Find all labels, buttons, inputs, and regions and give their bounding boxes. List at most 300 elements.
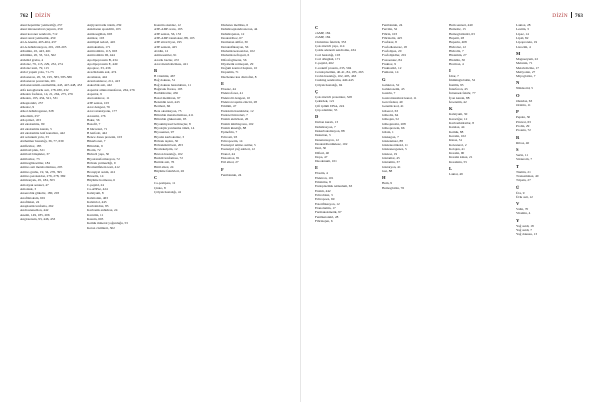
- index-entry: Esterifikasyon, 12: [315, 201, 340, 206]
- index-entry: İnsülin, 93: [449, 82, 464, 87]
- index-entry: Duodenum, 101: [315, 159, 337, 164]
- index-entry: Karaciğer, 12: [449, 116, 468, 121]
- index-entry: Kalsiyum, 30: [449, 112, 468, 117]
- index-letter-heading: Y: [516, 217, 520, 223]
- index-letter-heading: E: [221, 81, 225, 87]
- index-entry: Glikoliz, 64: [382, 112, 399, 117]
- index-entry: Amoniak, 3: [20, 186, 37, 191]
- index-entry: Diabetik ketoasidoz, 102: [221, 48, 255, 53]
- index-entry: Kalsitriol, 445: [87, 199, 107, 204]
- index-entry: Denaturasyon, 12: [315, 137, 339, 142]
- index-entry: Riboz, 40: [516, 140, 530, 145]
- right-page: [300, 0, 600, 402]
- index-entry: Aromataz, 442: [87, 74, 108, 79]
- index-entry: Glikojen, 52: [382, 117, 399, 122]
- index-entry: Karbohidrat, 83: [87, 204, 109, 209]
- index-entry: Fruktoz, 9: [382, 61, 396, 66]
- index-entry: Ceruloplazmin, 40-41, 84, 185, 263: [315, 69, 364, 74]
- index-entry: Gastrin, 7: [382, 91, 396, 96]
- index-entry: Antilipid tedavi, 445: [87, 40, 116, 45]
- index-entry: Endotel hücreleri, 7: [221, 112, 248, 117]
- index-entry: Dehidrojenaz, 12: [221, 31, 245, 36]
- index-entry: Hidroliz, 7: [449, 48, 464, 53]
- index-entry: Prolin, 29: [516, 124, 530, 128]
- left-page-header: [20, 12, 51, 19]
- index-entry: Histidin, 30: [449, 57, 466, 62]
- right-index-column-2: [382, 23, 444, 190]
- index-entry: Alt ekstremite kanalı, 5: [20, 126, 52, 131]
- index-entry: Fibrinojen, 6: [315, 218, 333, 223]
- index-entry: Dekstran, 3: [315, 133, 331, 138]
- index-entry: Kolajen, 41: [449, 146, 465, 151]
- index-entry: Cushing sendromu, 440-445: [315, 78, 354, 83]
- index-entry: Hormon, 4: [449, 61, 464, 66]
- index-entry: Kinaz, 31: [449, 138, 463, 143]
- index-letter-heading: N: [516, 80, 520, 86]
- index-entry: C-reaktif protein, 233, 594: [315, 65, 352, 70]
- index-entry: Anafilaksi, 24: [20, 199, 40, 204]
- index-entry: Bütil alkol, 24: [154, 164, 174, 169]
- index-entry: Elektron taşıma zinciri, 28: [221, 100, 257, 104]
- index-letter-heading: L: [449, 166, 453, 172]
- index-entry: Nükleotid, 5: [516, 86, 533, 91]
- index-entry: Glikojenoliz, 208: [382, 121, 406, 126]
- index-entry: Alkalen, 195, 434, 521, 531: [20, 96, 58, 101]
- index-entry: Difteri, 40: [315, 150, 330, 155]
- index-entry: İnterferon, 45: [449, 87, 468, 92]
- index-entry: Böbrek taşları, 30: [154, 138, 179, 143]
- index-entry: Crohn hastalığı, 102, 405, 463: [315, 74, 357, 79]
- index-entry: ATP-ADP translokaz, 88, 103: [154, 35, 195, 40]
- index-entry: Böbreküstü bezi, 203: [154, 143, 183, 148]
- index-entry: Aldolaz testi, 79, 115: [20, 66, 49, 71]
- index-entry: Esansiyel yağ asitleri, 12: [221, 147, 255, 152]
- index-entry: Lipoprotein, 19: [516, 40, 538, 45]
- index-entry: Akut renal yetmezlik, 459: [20, 35, 56, 40]
- index-letter-heading: Ç: [315, 89, 319, 95]
- index-entry: Anaplastik lenfoma, 262: [20, 204, 54, 209]
- index-entry: Ürik asit, 12: [516, 194, 533, 199]
- index-entry: Esansiyel amino asitler, 5: [221, 143, 256, 148]
- index-entry: Fosfodiesteraz, 18: [382, 44, 407, 49]
- index-letter-heading: D: [315, 114, 319, 120]
- index-entry: Elektron, 101: [315, 175, 334, 180]
- index-letter-heading: G: [382, 76, 386, 82]
- index-entry: ATP sentaz, 103: [87, 100, 110, 105]
- index-entry: Dalton kuralı, 13: [315, 120, 339, 125]
- index-entry: Glutamat, 45: [382, 156, 400, 161]
- index-entry: Karbonhidratlar, 8: [449, 120, 474, 125]
- index-entry: Aldol yapım yolu, 71-73: [20, 70, 54, 75]
- index-entry: Hidrolaz, 12: [449, 44, 466, 49]
- index-entry: Christmas faktörü, 353: [315, 39, 347, 44]
- index-entry: İmmünglobulin, 52: [449, 78, 476, 83]
- left-page-number: 762: [20, 13, 29, 19]
- index-entry: Lizozim, 4: [516, 44, 531, 49]
- index-entry: Emilim, 47: [221, 104, 237, 109]
- index-entry: Dermatan sülfat, 30: [221, 40, 248, 45]
- index-entry: Laktoz, 28: [516, 23, 531, 27]
- index-entry: Fenilalanin, 24: [382, 23, 403, 27]
- left-index-column-1: [20, 23, 82, 221]
- index-entry: ATP sentaz, 56, 153: [154, 31, 182, 36]
- index-letter-heading: O: [516, 92, 520, 98]
- index-entry: İzoenzim, 42: [449, 100, 467, 104]
- index-entry: Hemoglobinüri, 63: [449, 31, 475, 36]
- left-index-column-4: [221, 23, 283, 177]
- index-entry: Apolipoprotein B, 434: [87, 57, 118, 62]
- index-entry: Glukokinaz, 88: [382, 138, 403, 143]
- index-letter-heading: S: [516, 146, 519, 152]
- index-entry: Üre, 9: [516, 190, 525, 195]
- index-entry: Eritropoetin, 14: [221, 138, 243, 143]
- index-entry: Alzheimer hastalığı, 36, 77, 639: [20, 139, 64, 144]
- index-entry: Metiyonin, 27: [516, 69, 536, 74]
- index-entry: Akut hepatitler yetmezliği, 257: [20, 23, 63, 27]
- index-letter-heading: C: [315, 25, 319, 30]
- index-entry: ATP-ADP oranı, 195: [154, 27, 183, 32]
- index-letter-heading: Ü: [516, 184, 520, 190]
- index-letter-heading: C: [154, 175, 158, 181]
- index-entry: Alt solunum yolu, 33: [20, 135, 49, 140]
- index-entry: Glutamin, 37: [382, 160, 400, 165]
- index-entry: Deoksiriboz, 67: [221, 35, 243, 40]
- index-entry: Amiloid bileşikler, 37: [20, 152, 50, 157]
- index-entry: Dekarboksilasyon, 88: [315, 128, 345, 133]
- index-entry: Metabolizma, 17: [516, 65, 539, 70]
- index-entry: Etanolamin, 17: [315, 205, 336, 210]
- index-entry: C-peptid, 24: [87, 182, 104, 187]
- index-entry: İntrensek faktör, 77: [449, 91, 476, 96]
- index-entry: Karbonik anhidraz, 24: [87, 208, 118, 213]
- index-entry: Bağ dokusu, 51: [154, 78, 176, 83]
- index-entry: Difosfogliserat, 56: [221, 57, 247, 62]
- index-entry: C-peptid, 462: [315, 61, 334, 66]
- index-entry: Elektroforez, 41: [221, 91, 244, 96]
- index-entry: Antikoagülan, 603: [87, 31, 113, 36]
- index-letter-heading: B: [154, 68, 158, 74]
- index-entry: Biyotransformasyon, 72: [87, 156, 120, 161]
- index-entry: Glukokortikoid, 11: [382, 143, 408, 148]
- index-entry: Çok zincirli proteinler, 328: [315, 95, 352, 100]
- index-entry: Enzim inhibisyonu, 102: [221, 121, 254, 126]
- index-letter-heading: E: [315, 165, 319, 171]
- index-entry: Antikor, 103: [87, 35, 105, 40]
- index-entry: Eritroblast, 3: [315, 193, 333, 197]
- index-entry: Kreatin kinaz, 21: [449, 155, 473, 160]
- index-entry: Deoksiribonükleaz, 102: [315, 141, 348, 146]
- index-entry: Ateroskleroz, 11: [87, 96, 110, 101]
- index-entry: Alkol dehidrogenaz, 328: [20, 109, 54, 114]
- index-entry: Amfizidoz, 185: [20, 143, 42, 148]
- index-entry: Büyüme hormonu, 6: [87, 178, 115, 183]
- index-entry: Cori döngüsü, 171: [315, 56, 341, 61]
- index-entry: İdrar, 7: [449, 74, 459, 79]
- index-entry: Laktat, 49: [449, 172, 463, 177]
- index-entry: Aspartat aminotransferaz, 264, 276: [87, 87, 135, 92]
- index-entry: Bilirubin glukuronit, 93: [154, 117, 187, 122]
- index-entry: Aminoglikozitler, 184: [20, 161, 50, 165]
- index-entry: Arterioskleroz, 211, 423: [87, 79, 121, 84]
- index-entry: Elastin, 4: [315, 171, 328, 176]
- index-entry: Çinko, 8: [154, 185, 166, 190]
- index-entry: Böbrek yetmezliği, 9: [87, 161, 116, 165]
- index-entry: Genetik kod, 41: [382, 104, 404, 109]
- index-entry: Amino peroksidaz, 276, 278, 369: [20, 173, 66, 178]
- index-entry: Amino grubu, 19, 34, 276, 395: [20, 169, 62, 174]
- index-entry: Hemoglobin, 76: [382, 185, 405, 190]
- index-entry: Fenilketonüri, 28: [315, 214, 339, 219]
- index-entry: Benzidin testi, 443: [154, 100, 180, 104]
- index-entry: Yağ dokusu, 13: [516, 232, 538, 237]
- index-entry: Ankilozan spondilit, 103: [87, 27, 121, 32]
- index-entry: Gut, 88: [382, 169, 393, 173]
- index-entry: Ekzositoz, 81: [221, 156, 240, 161]
- index-entry: Fruktozüri, 12: [382, 66, 402, 71]
- index-entry: Yağ asidi, 18: [516, 223, 534, 228]
- index-entry: Vitamin, 4: [516, 211, 531, 216]
- index-entry: Barbitüratlar, 456: [154, 91, 178, 96]
- index-entry: Bazofil, 7: [87, 122, 101, 127]
- index-entry: Diabetes mellitus, 6: [221, 23, 249, 27]
- index-entry: İyon kanalı, 88: [449, 95, 470, 100]
- index-entry: Serin, 11: [516, 152, 529, 157]
- index-entry: Ferritin, 52: [382, 27, 398, 32]
- index-entry: Gastrointestinal kanal, 11: [382, 95, 417, 100]
- index-entry: Heparin, 408: [449, 40, 467, 45]
- index-entry: Bruton hastalığı, 102: [154, 151, 183, 156]
- right-section-title: DİZİN: [552, 13, 568, 19]
- index-entry: Melanin, 71: [516, 61, 533, 66]
- index-entry: Bağ dokusu hastalıkları, 11: [154, 82, 191, 87]
- index-entry: Aldosteron postavlek, 201: [20, 79, 56, 84]
- index-entry: Dopa, 47: [315, 154, 328, 159]
- index-entry: ATP sentezi, 425: [154, 44, 177, 49]
- index-letter-heading: R: [516, 134, 520, 140]
- index-entry: Çok zincirli yapı, 114: [315, 43, 345, 48]
- index-entry: Hepatit, 28: [449, 35, 465, 40]
- index-letter-heading: F: [221, 166, 224, 172]
- index-entry: Dehidrasyon, 7: [315, 124, 336, 129]
- index-entry: Ca-pompası, 11: [154, 181, 176, 186]
- index-entry: Gen ifadesi, 40: [382, 100, 403, 104]
- index-entry: Akut intraserebral çarpıntı, 259: [20, 27, 63, 32]
- index-entry: Angiotensin, 93, 446, 453: [20, 217, 56, 222]
- index-entry: Kemik mineral yoğunluğu, 53: [87, 221, 128, 226]
- index-entry: Fotosentez, 84: [382, 57, 402, 62]
- index-entry: Miyoglobin, 7: [516, 74, 536, 79]
- index-entry: Dehidroepiandrosteron, 44: [221, 27, 258, 32]
- index-entry: Alkaloz, 9: [20, 104, 35, 109]
- index-entry: Hemoliz, 15: [449, 27, 466, 32]
- index-entry: Kemik, 88: [449, 129, 464, 134]
- index-entry: Çift iplikli DNA, 224: [315, 103, 345, 108]
- index-entry: Amiloid plak, 321: [20, 148, 45, 153]
- index-letter-heading: P: [516, 109, 519, 115]
- index-entry: Emzirme, 8: [315, 180, 331, 185]
- index-entry: Doğum kontrol hapları, 10: [221, 66, 258, 71]
- index-entry: Oksidaz, 63: [516, 98, 533, 103]
- index-entry: Bilirubin, 9: [87, 143, 103, 148]
- index-entry: Galaktozemi, 43: [382, 87, 405, 92]
- index-entry: Piruvat, 63: [516, 119, 531, 124]
- index-entry: Apolipoprotein E, 449: [87, 61, 118, 66]
- index-entry: Duchenne kas distrofisi, 8: [221, 74, 257, 79]
- index-entry: Lipaz, 14: [516, 31, 529, 36]
- index-entry: Enzim kinetiği, 88: [221, 125, 247, 130]
- index-letter-heading: I: [449, 68, 451, 74]
- index-entry: Glukoz, 19: [382, 151, 398, 156]
- index-entry: Anafilatoksin, 601: [20, 195, 46, 200]
- index-entry: cGMP, 184: [315, 35, 331, 40]
- index-entry: Albumin, 45, 443, 461: [20, 48, 51, 53]
- index-entry: Akut koroner sendrom, 712: [20, 31, 58, 36]
- index-entry: Kreatinin, 55: [449, 159, 467, 164]
- index-entry: Glukoneogenez, 5: [382, 147, 407, 152]
- left-section-title: DİZİN: [35, 13, 51, 19]
- index-entry: Detoksifikasyon, 56: [221, 44, 249, 49]
- index-entry: Keton cisimleri, 302: [87, 225, 115, 230]
- index-entry: Bronşiyal astım, 412: [87, 169, 116, 174]
- index-entry: Azot dengesi, 76: [87, 104, 110, 109]
- index-entry: Aldosteron, 20, 33, 195, 383, 585-586: [20, 74, 72, 79]
- index-entry: Çöp adamlar, 55: [315, 108, 338, 112]
- index-entry: Glisin, 1: [382, 130, 394, 135]
- index-entry: Azot retansiyonu, 177: [87, 109, 118, 114]
- index-entry: ALA dehidratasyon, 201, 203-205: [20, 44, 67, 49]
- index-entry: Fibrinoliz, 425: [382, 35, 403, 40]
- index-entry: Beriberi, 66: [154, 104, 171, 109]
- index-entry: Azotemi, 176: [87, 113, 106, 118]
- index-entry: Lipid, 82: [516, 35, 529, 40]
- index-entry: Anaerobik glikoliz, 180, 203: [20, 191, 60, 196]
- right-index-column-1: [315, 23, 377, 223]
- index-entry: Fosfataz, 8: [382, 40, 397, 45]
- index-entry: Bromsülfalein testi, 412: [87, 165, 120, 170]
- index-entry: Antitrombin, 115, 603: [87, 48, 118, 53]
- index-entry: Diabetik nefropati, 6: [221, 53, 250, 58]
- index-entry: Ornitin, 11: [516, 103, 531, 108]
- right-page-header: [552, 12, 583, 19]
- index-entry: Brusella, 14: [87, 173, 104, 178]
- right-index-column-3: [449, 23, 511, 176]
- index-entry: Glukagon, 7: [382, 134, 399, 139]
- index-entry: Diyabetik retinopati, 29: [221, 61, 254, 66]
- index-entry: B lenfosit, 442: [87, 130, 108, 135]
- index-entry: Elastaz, 44: [221, 87, 236, 92]
- index-letter-heading: M: [516, 50, 521, 56]
- index-entry: Aminoasitler, 91: [154, 53, 177, 58]
- index-entry: Glutatyon, 41: [382, 164, 401, 169]
- index-entry: Amiloidoz, 73: [20, 156, 40, 161]
- index-entry: Alt ekstremite lenf kanalları, 442: [20, 130, 65, 135]
- index-entry: Endokrin hastalıklar, 12: [221, 108, 254, 113]
- index-entry: Bilirubin metabolizması, 411: [154, 112, 194, 117]
- index-entry: Çölyak hastalığı, 94: [315, 82, 343, 87]
- index-entry: Androstenedion, 442: [20, 208, 49, 213]
- index-entry: ALA Anemi, 403-404, 437: [20, 40, 57, 45]
- index-entry: Fibrin, 103: [382, 31, 398, 36]
- index-entry: Aldehid grubu, 4: [20, 57, 44, 62]
- index-entry: Eritrosit, 93: [221, 134, 238, 139]
- index-entry: Ca-ATPaz, 424: [87, 186, 108, 191]
- index-entry: Biyokimyasal belirteçler, 8: [154, 121, 191, 126]
- index-letter-heading: V: [516, 201, 520, 207]
- index-entry: Elektrolit dengesi, 10: [221, 95, 251, 100]
- index-entry: Fumarat, 14: [382, 70, 399, 75]
- index-entry: Transaminaz, 40: [516, 173, 539, 178]
- index-entry: Hem sentezi, 440: [449, 23, 473, 27]
- index-entry: Aldolaz, 79, 115, 229, 232, 274: [20, 61, 63, 66]
- index-entry: Endoplazmik retikulum, 63: [315, 184, 353, 189]
- index-entry: Alkaptonüri, 257: [20, 100, 44, 105]
- index-entry: Dopamin, 71: [221, 70, 239, 75]
- index-entry: B hücreleri, 71: [87, 126, 108, 131]
- index-entry: Etanol, 44: [221, 151, 235, 156]
- index-entry: B vitamini, 467: [154, 74, 176, 79]
- index-entry: Butirik asit, 76: [154, 160, 175, 165]
- index-entry: Lesitin, 3: [516, 27, 529, 32]
- index-entry: Antioksidan, 171: [87, 44, 111, 49]
- index-entry: Kalsitonin, 463: [87, 195, 108, 200]
- index-entry: Çoklu adenom sendromu, 434: [315, 48, 356, 53]
- index-entry: Askorbik asit, 442: [87, 83, 112, 88]
- index-entry: cAMP, 184: [315, 31, 331, 35]
- index-entry: Kolesterol, 2: [449, 142, 467, 147]
- index-entry: Fenilalanin, 24: [221, 172, 242, 177]
- index-entry: Amonyak sentezi, 47: [20, 182, 49, 187]
- index-letter-heading: H: [382, 175, 386, 181]
- index-entry: Çekirdek, 121: [315, 99, 335, 104]
- index-entry: Fosfolipaz, 20: [382, 48, 402, 53]
- index-entry: Kalsiyum, 8: [87, 191, 104, 196]
- index-entry: Histamin, 27: [449, 53, 467, 58]
- index-entry: Alkolizm, 257: [20, 113, 40, 118]
- index-entry: Burkitt lenfoması, 72: [154, 156, 183, 161]
- index-entry: Eritropoez, 69: [315, 197, 335, 202]
- index-entry: Kreatin, 90: [449, 151, 465, 156]
- index-entry: Protein, 72: [516, 128, 531, 133]
- index-letter-heading: K: [449, 106, 453, 112]
- right-index-column-4: [516, 23, 578, 237]
- index-entry: Alt ekstremite, 99: [20, 122, 45, 127]
- index-entry: Biyosentez, 97: [154, 130, 175, 135]
- right-page-number: 763: [574, 13, 583, 19]
- index-entry: Etil alkol, 27: [221, 160, 239, 165]
- index-entry: Arachidonik asit, 474: [87, 70, 117, 75]
- index-entry: Bakır, 56: [87, 117, 100, 122]
- index-entry: Büyüme faktörleri, 26: [154, 169, 185, 173]
- index-entry: Aspartat, 9: [87, 92, 102, 96]
- index-entry: Yağ asidi, 7: [516, 228, 532, 233]
- index-entry: Galaktoz, 52: [382, 82, 400, 87]
- index-entry: Azot metabolizması, 421: [154, 61, 188, 66]
- index-entry: Bromokriptin, 12: [154, 147, 178, 152]
- index-entry: Alkalen fosfataz, 14, 21, 264, 275, 276: [20, 92, 73, 96]
- index-entry: Alloprinol, 453: [20, 117, 41, 122]
- left-index-column-3: [154, 23, 216, 194]
- right-header-rule: [571, 12, 572, 18]
- index-entry: Ammonyak, 45, 184, 303: [20, 178, 55, 183]
- index-entry: Enzim, 442: [315, 188, 331, 193]
- index-entry: Bağırsak florası, 103: [154, 87, 183, 92]
- index-entry: Magnezyum, 22: [516, 56, 539, 61]
- index-entry: Karnitin, 11: [87, 212, 104, 217]
- index-entry: Deri, 30: [315, 146, 327, 151]
- index-entry: Bikarbonat, 7: [87, 139, 106, 144]
- index-entry: Fosfolipidler, 201: [382, 53, 407, 58]
- left-index-column-2: [87, 23, 149, 230]
